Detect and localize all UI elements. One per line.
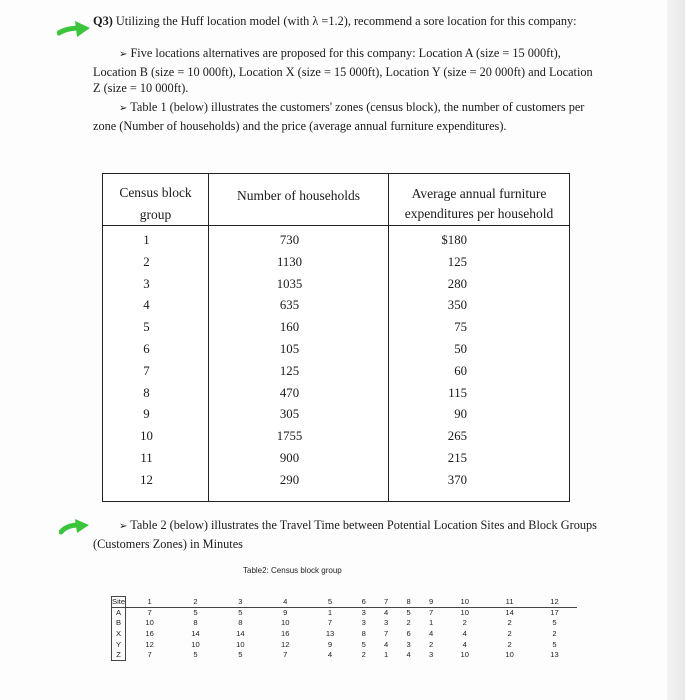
block-column-header: 7 bbox=[375, 597, 397, 608]
household-cells bbox=[209, 230, 388, 492]
travel-time-cell: 10 bbox=[460, 608, 469, 618]
households-cell: 1755 bbox=[276, 429, 303, 444]
travel-time-cell: 3 bbox=[406, 639, 411, 649]
travel-time-cell: 13 bbox=[550, 650, 559, 660]
header-expend-line1: Average annual furniture bbox=[411, 186, 547, 201]
households-cell: 730 bbox=[279, 233, 300, 247]
question-number: Q3) bbox=[93, 14, 113, 28]
block-column-header: 9 bbox=[420, 597, 442, 608]
travel-time-cell: 5 bbox=[552, 639, 557, 649]
households-cell: 305 bbox=[279, 407, 300, 422]
travel-time-cell: 2 bbox=[428, 639, 434, 649]
expenditure-cell: 90 bbox=[454, 407, 467, 422]
travel-time-cell: 8 bbox=[361, 629, 366, 639]
bullet-table1-text: Table 1 (below) illustrates the customers' zones (census block), the number of customers per zone (Number of households) and the price (average annual furniture expenditures). bbox=[93, 100, 585, 133]
travel-time-cell: 17 bbox=[550, 608, 559, 618]
census-block-cell: 5 bbox=[143, 320, 150, 335]
travel-time-cell: 7 bbox=[384, 629, 389, 639]
travel-time-cell: 5 bbox=[193, 608, 198, 618]
header-expend-line2: expenditures per household bbox=[404, 206, 554, 221]
travel-time-cell: 2 bbox=[462, 618, 467, 628]
census-block-cell: 12 bbox=[140, 472, 153, 487]
block-column-header: 11 bbox=[487, 597, 532, 608]
green-arrow-icon bbox=[59, 516, 93, 538]
expenditure-cell: 350 bbox=[447, 298, 467, 313]
travel-time-cell: 16 bbox=[145, 629, 154, 639]
travel-time-cell: 2 bbox=[552, 629, 557, 639]
expenditure-cell: 60 bbox=[454, 363, 467, 378]
travel-time-cell: 3 bbox=[361, 608, 366, 618]
travel-time-cell: 5 bbox=[552, 618, 557, 628]
travel-time-cell: 4 bbox=[327, 650, 333, 660]
header-households bbox=[209, 174, 388, 226]
census-block-cell: 2 bbox=[143, 254, 150, 269]
site-cell: B bbox=[112, 618, 126, 629]
expenditure-cell: 115 bbox=[448, 385, 467, 400]
block-column-header: 5 bbox=[308, 597, 353, 608]
travel-time-cell: 16 bbox=[280, 629, 290, 639]
census-block-cell: 4 bbox=[143, 298, 150, 313]
table-households bbox=[102, 173, 570, 502]
site-cell: A bbox=[112, 607, 126, 618]
block-column-header: 3 bbox=[218, 597, 263, 608]
travel-time-cell: 10 bbox=[191, 639, 200, 649]
travel-time-cell: 9 bbox=[327, 639, 333, 649]
travel-time-cell: 2 bbox=[507, 629, 512, 639]
question-text bbox=[93, 13, 593, 30]
travel-time-cell: 10 bbox=[505, 650, 514, 660]
travel-time-cell: 9 bbox=[283, 608, 288, 618]
block-column-header: 12 bbox=[532, 597, 577, 608]
block-column-header: 4 bbox=[263, 597, 308, 608]
travel-time-cell: 3 bbox=[384, 618, 389, 628]
site-cell: X bbox=[112, 628, 126, 639]
travel-time-cell: 1 bbox=[384, 650, 389, 660]
travel-time-cell: 5 bbox=[361, 639, 366, 649]
census-block-cell: 1 bbox=[143, 233, 150, 247]
households-cell: 900 bbox=[279, 450, 300, 465]
travel-time-cell: 7 bbox=[147, 650, 152, 660]
table-row bbox=[112, 607, 578, 618]
table2-header-row bbox=[112, 597, 578, 608]
header-census-block bbox=[103, 174, 208, 226]
travel-time-cell: 5 bbox=[406, 608, 411, 618]
travel-time-cell: 7 bbox=[428, 608, 434, 618]
travel-time-cell: 2 bbox=[361, 650, 366, 660]
households-cell: 105 bbox=[279, 341, 300, 356]
travel-time-cell: 3 bbox=[428, 650, 434, 660]
travel-time-cell: 2 bbox=[507, 618, 512, 628]
expenditure-cell: 265 bbox=[447, 429, 467, 444]
block-column-header: 8 bbox=[397, 597, 419, 608]
travel-time-cell: 4 bbox=[462, 639, 467, 649]
travel-time-cell: 10 bbox=[236, 639, 245, 649]
travel-time-cell: 12 bbox=[280, 639, 290, 649]
travel-time-cell: 5 bbox=[193, 650, 198, 660]
census-cells bbox=[103, 230, 208, 492]
expenditure-cell: 215 bbox=[447, 450, 467, 465]
table2-title: Table2: Census block group bbox=[243, 566, 342, 575]
expenditure-cells bbox=[389, 230, 569, 492]
bullet-locations-text: Five locations alternatives are proposed for this company: Location A (size = 15 000ft), Location B (size = 10 000ft), Location X (size = 15 000ft), Location Y (size = 20 000ft) and Location Z (size = 10 000ft). bbox=[93, 46, 593, 95]
block-column-header: 6 bbox=[352, 597, 374, 608]
census-block-cell: 10 bbox=[140, 429, 153, 444]
travel-time-cell: 4 bbox=[384, 608, 389, 618]
travel-time-cell: 4 bbox=[406, 650, 411, 660]
travel-time-cell: 6 bbox=[406, 629, 411, 639]
households-cell: 290 bbox=[279, 472, 300, 487]
expenditure-cell: 50 bbox=[454, 341, 467, 356]
travel-time-cell: 7 bbox=[283, 650, 288, 660]
bullet-locations bbox=[93, 45, 593, 97]
travel-time-cell: 1 bbox=[428, 618, 434, 628]
census-block-cell: 9 bbox=[143, 407, 150, 422]
travel-time-cell: 1 bbox=[327, 608, 333, 618]
households-cell: 1035 bbox=[276, 276, 303, 291]
travel-time-cell: 7 bbox=[147, 608, 152, 618]
block-column-header: 10 bbox=[442, 597, 487, 608]
bullet-table1 bbox=[93, 99, 593, 134]
expenditure-cell: 280 bbox=[447, 276, 467, 291]
travel-time-cell: 8 bbox=[193, 618, 198, 628]
census-block-cell: 3 bbox=[143, 276, 150, 291]
households-cell: 1130 bbox=[276, 254, 303, 269]
header-census-line1: Census block bbox=[119, 185, 192, 200]
table-row bbox=[112, 649, 578, 660]
block-column-header: 1 bbox=[126, 597, 174, 608]
site-cell: Z bbox=[112, 649, 126, 660]
chevron-bullet-icon: ➢ bbox=[119, 521, 128, 532]
header-households-text: Number of households bbox=[237, 188, 360, 203]
travel-time-cell: 2 bbox=[507, 639, 512, 649]
travel-time-cell: 10 bbox=[280, 618, 290, 628]
travel-time-cell: 12 bbox=[145, 639, 154, 649]
chevron-bullet-icon: ➢ bbox=[119, 49, 128, 60]
question-body: Utilizing the Huff location model (with λ =1.2), recommend a sore location for this company: bbox=[115, 14, 577, 28]
travel-time-cell: 14 bbox=[505, 608, 514, 618]
travel-time-cell: 14 bbox=[236, 629, 245, 639]
expenditure-cell: 125 bbox=[447, 254, 467, 269]
travel-time-cell: 4 bbox=[384, 639, 389, 649]
households-cell: 635 bbox=[279, 298, 300, 313]
travel-time-cell: 3 bbox=[361, 618, 366, 628]
travel-time-cell: 5 bbox=[238, 608, 243, 618]
travel-time-cell: 13 bbox=[325, 629, 335, 639]
column-households bbox=[209, 174, 389, 501]
column-census-block bbox=[103, 174, 209, 501]
table-row bbox=[112, 639, 578, 650]
column-expenditures bbox=[389, 174, 569, 501]
table-travel-time bbox=[111, 596, 577, 661]
census-block-cell: 8 bbox=[143, 385, 150, 400]
green-arrow-icon bbox=[57, 17, 93, 43]
travel-time-cell: 8 bbox=[238, 618, 243, 628]
households-cell: 160 bbox=[279, 320, 300, 335]
travel-time-cell: 4 bbox=[462, 629, 467, 639]
table2-body bbox=[112, 607, 578, 660]
table-row bbox=[112, 628, 578, 639]
chevron-bullet-icon: ➢ bbox=[119, 103, 128, 114]
header-census-line2: group bbox=[139, 207, 172, 222]
travel-time-cell: 10 bbox=[145, 618, 154, 628]
travel-time-cell: 2 bbox=[406, 618, 411, 628]
expenditure-cell: $180 bbox=[441, 233, 467, 247]
header-expenditures bbox=[389, 174, 569, 226]
census-block-cell: 7 bbox=[143, 363, 150, 378]
bullet-table2 bbox=[93, 517, 598, 552]
travel-time-cell: 4 bbox=[428, 629, 434, 639]
table-row bbox=[112, 618, 578, 629]
bullet-table2-text: Table 2 (below) illustrates the Travel Time between Potential Location Sites and Block Groups (Customers Zones) in Minutes bbox=[93, 518, 597, 551]
page-edge-shadow bbox=[667, 0, 685, 700]
block-column-header: 2 bbox=[173, 597, 218, 608]
travel-time-cell: 14 bbox=[191, 629, 200, 639]
households-cell: 125 bbox=[279, 363, 300, 378]
site-cell: Y bbox=[112, 639, 126, 650]
site-header: Site bbox=[112, 597, 126, 607]
expenditure-cell: 75 bbox=[454, 320, 467, 335]
households-cell: 470 bbox=[279, 385, 300, 400]
expenditure-cell: 370 bbox=[447, 472, 467, 487]
travel-time-cell: 7 bbox=[327, 618, 333, 628]
census-block-cell: 11 bbox=[140, 450, 153, 465]
travel-time-cell: 5 bbox=[238, 650, 243, 660]
census-block-cell: 6 bbox=[143, 341, 150, 356]
travel-time-cell: 10 bbox=[460, 650, 469, 660]
